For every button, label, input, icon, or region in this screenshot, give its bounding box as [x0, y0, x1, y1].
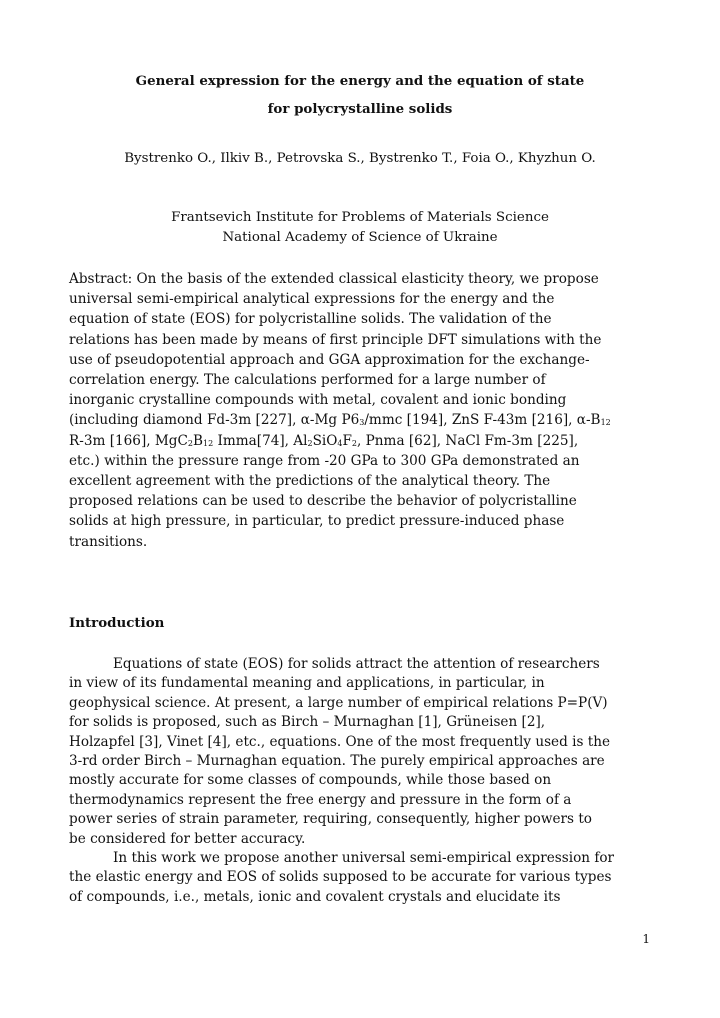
abstract-line: equation of state (EOS) for polycristalline solids. The validation of the	[69, 311, 552, 328]
subscript: 2	[307, 438, 313, 448]
intro-line: of compounds, i.e., metals, ionic and covalent crystals and elucidate its	[69, 888, 561, 905]
intro-line: thermodynamics represent the free energy and pressure in the form of a	[69, 791, 572, 808]
affiliation	[0, 208, 720, 248]
abstract-line: Abstract: On the basis of the extended classical elasticity theory, we propose	[69, 271, 599, 287]
text-fragment: SiO	[312, 432, 338, 449]
title-line-2: for polycrystalline solids	[267, 101, 453, 117]
paper-title	[0, 67, 720, 123]
abstract-line: inorganic crystalline compounds with metal, covalent and ionic bonding	[69, 392, 567, 409]
text-fragment: R-3m [166], MgC	[69, 432, 188, 449]
abstract	[69, 269, 659, 552]
author-list: Bystrenko O., Ilkiv B., Petrovska S., Bystrenko T., Foia O., Khyzhun O.	[124, 151, 596, 166]
intro-line: Equations of state (EOS) for solids attract the attention of researchers	[113, 656, 600, 672]
subscript: 4	[337, 438, 343, 448]
section-heading-introduction: Introduction	[69, 615, 165, 631]
intro-line: for solids is proposed, such as Birch – Murnaghan [1], Grüneisen [2],	[69, 714, 546, 731]
intro-line: in view of its fundamental meaning and applications, in particular, in	[69, 675, 545, 692]
subscript: 12	[203, 438, 214, 448]
text-fragment: B	[193, 432, 203, 449]
intro-line: be considered for better accuracy.	[69, 830, 306, 847]
text-fragment: Imma[74], Al	[213, 432, 308, 449]
introduction-body	[69, 655, 659, 907]
abstract-line: proposed relations can be used to describe the behavior of polycristalline	[69, 493, 577, 510]
abstract-line: etc.) within the pressure range from -20 GPa to 300 GPa demonstrated an	[69, 452, 580, 469]
abstract-line: universal semi-empirical analytical expressions for the energy and the	[69, 291, 555, 308]
intro-line: In this work we propose another universal semi-empirical expression for	[113, 850, 615, 867]
affiliation-line-1: Frantsevich Institute for Problems of Materials Science	[171, 210, 549, 225]
intro-line: the elastic energy and EOS of solids supposed to be accurate for various types	[69, 869, 612, 886]
intro-line: mostly accurate for some classes of compounds, while those based on	[69, 772, 552, 789]
abstract-line	[69, 410, 659, 430]
text-fragment: (including diamond Fd-3m [227], α-Mg P6	[69, 412, 360, 429]
text-fragment: , Pnma [62], NaCl Fm-3m [225],	[357, 432, 579, 449]
abstract-line: transitions.	[69, 533, 148, 550]
page-number: 1	[642, 932, 650, 946]
title-line-1: General expression for the energy and the equation of state	[135, 73, 585, 89]
intro-line: geophysical science. At present, a large number of empirical relations P=P(V)	[69, 694, 608, 711]
subscript: 2	[351, 438, 358, 448]
subscript: 3	[359, 418, 365, 428]
intro-line: power series of strain parameter, requiring, consequently, higher powers to	[69, 811, 592, 828]
abstract-line: use of pseudopotential approach and GGA approximation for the exchange-	[69, 351, 590, 368]
text-fragment: F	[342, 432, 352, 449]
intro-line: Holzapfel [3], Vinet [4], etc., equations. One of the most frequently used is the	[69, 733, 611, 750]
abstract-line: correlation energy. The calculations performed for a large number of	[69, 372, 546, 389]
affiliation-line-2: National Academy of Science of Ukraine	[222, 230, 498, 245]
text-fragment: /mmc [194], ZnS F-43m [216], α-B	[364, 412, 601, 429]
abstract-line: relations has been made by means of first principle DFT simulations with the	[69, 331, 602, 348]
subscript: 2	[187, 438, 193, 448]
intro-line: 3-rd order Birch – Murnaghan equation. The purely empirical approaches are	[69, 753, 605, 770]
abstract-line: excellent agreement with the predictions of the analytical theory. The	[69, 473, 551, 490]
abstract-line: solids at high pressure, in particular, to predict pressure-induced phase	[69, 513, 565, 530]
abstract-line	[69, 431, 659, 451]
subscript: 12	[600, 418, 611, 428]
